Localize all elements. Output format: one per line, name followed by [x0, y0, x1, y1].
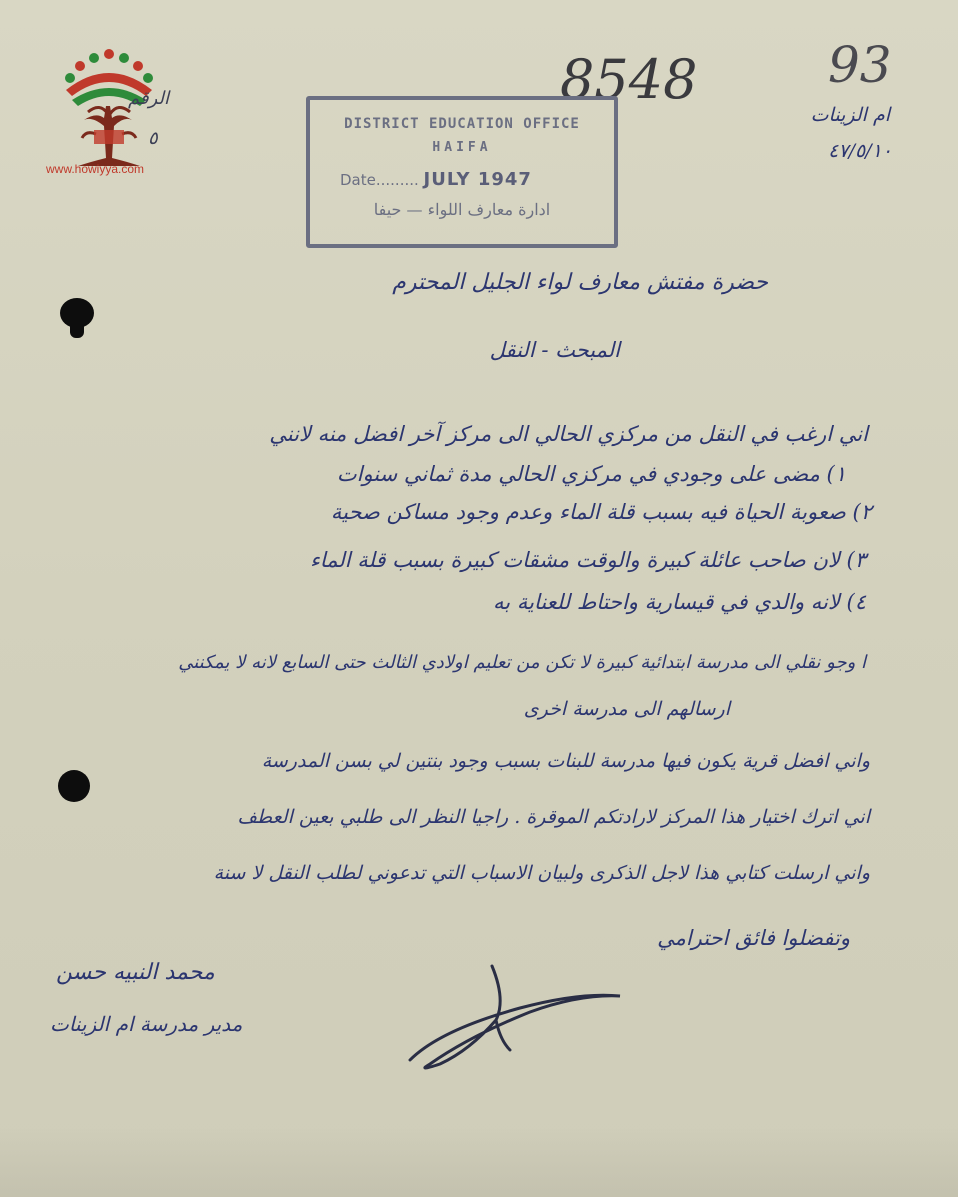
punch-hole-bottom: [58, 770, 90, 802]
page-number: 93: [828, 36, 892, 94]
letter-line-4: ٣) لان صاحب عائلة كبيرة والوقت مشقات كبيرة بسبب قلة الماء: [309, 548, 866, 572]
letter-line-6: ا وجو نقلي الى مدرسة ابتدائية كبيرة لا تكن من تعليم اولادي الثالث حتى السابع لانه لا يمكنني: [178, 652, 866, 673]
sender-location: ام الزينات: [810, 104, 890, 126]
stamp-city: HAIFA: [432, 140, 492, 155]
salutation: حضرة مفتش معارف لواء الجليل المحترم: [392, 270, 768, 295]
howiyya-logo: [48, 46, 170, 178]
logo-badge: [94, 130, 124, 144]
education-office-stamp: [306, 96, 618, 248]
left-reference-label: الرقم: [128, 88, 170, 109]
letter-line-1: اني ارغب في النقل من مركزي الحالي الى مركز آخر افضل منه لانني: [269, 422, 868, 446]
letter-line-5: ٤) لانه والدي في قيسارية واحتاط للعناية به: [493, 590, 866, 614]
letter-date: ٤٧/٥/١٠: [828, 140, 892, 162]
letter-line-10: واني ارسلت كتابي هذا لاجل الذكرى ولبيان الاسباب التي تدعوني لطلب النقل لا سنة: [213, 862, 870, 884]
initials-scribble: [400, 960, 630, 1080]
stamp-office: DISTRICT EDUCATION OFFICE: [344, 116, 580, 132]
letter-line-8: واني افضل قرية يكون فيها مدرسة للبنات بسبب وجود بنتين لي بسن المدرسة: [261, 750, 870, 772]
left-reference-number: ٥: [148, 128, 158, 149]
letter-closing: وتفضلوا فائق احترامي: [657, 926, 850, 950]
watermark-url: www.howiyya.com: [46, 162, 145, 176]
letter-line-7: ارسالهم الى مدرسة اخرى: [523, 698, 730, 720]
signature-name: محمد النبيه حسن: [56, 960, 215, 985]
letter-line-2: ١) مضى على وجودي في مركزي الحالي مدة ثماني سنوات: [336, 462, 846, 486]
file-number: 8548: [560, 48, 698, 111]
stamp-date-row: [310, 169, 614, 190]
signature-title: مدير مدرسة ام الزينات: [50, 1012, 243, 1036]
stamp-date-value: JULY 1947: [423, 169, 532, 190]
punch-hole-tear: [70, 322, 84, 338]
subject: المبحث - النقل: [489, 338, 620, 362]
letter-line-9: اني اترك اختيار هذا المركز لارادتكم الموقرة . راجيا النظر الى طلبي بعين العطف: [237, 806, 870, 828]
letter-line-3: ٢) صعوبة الحياة فيه بسبب قلة الماء وعدم وجود مساكن صحية: [330, 500, 872, 524]
stamp-arabic-text: ادارة معارف اللواء — حيفا: [373, 200, 551, 219]
stamp-date-label: Date.........: [340, 171, 419, 189]
